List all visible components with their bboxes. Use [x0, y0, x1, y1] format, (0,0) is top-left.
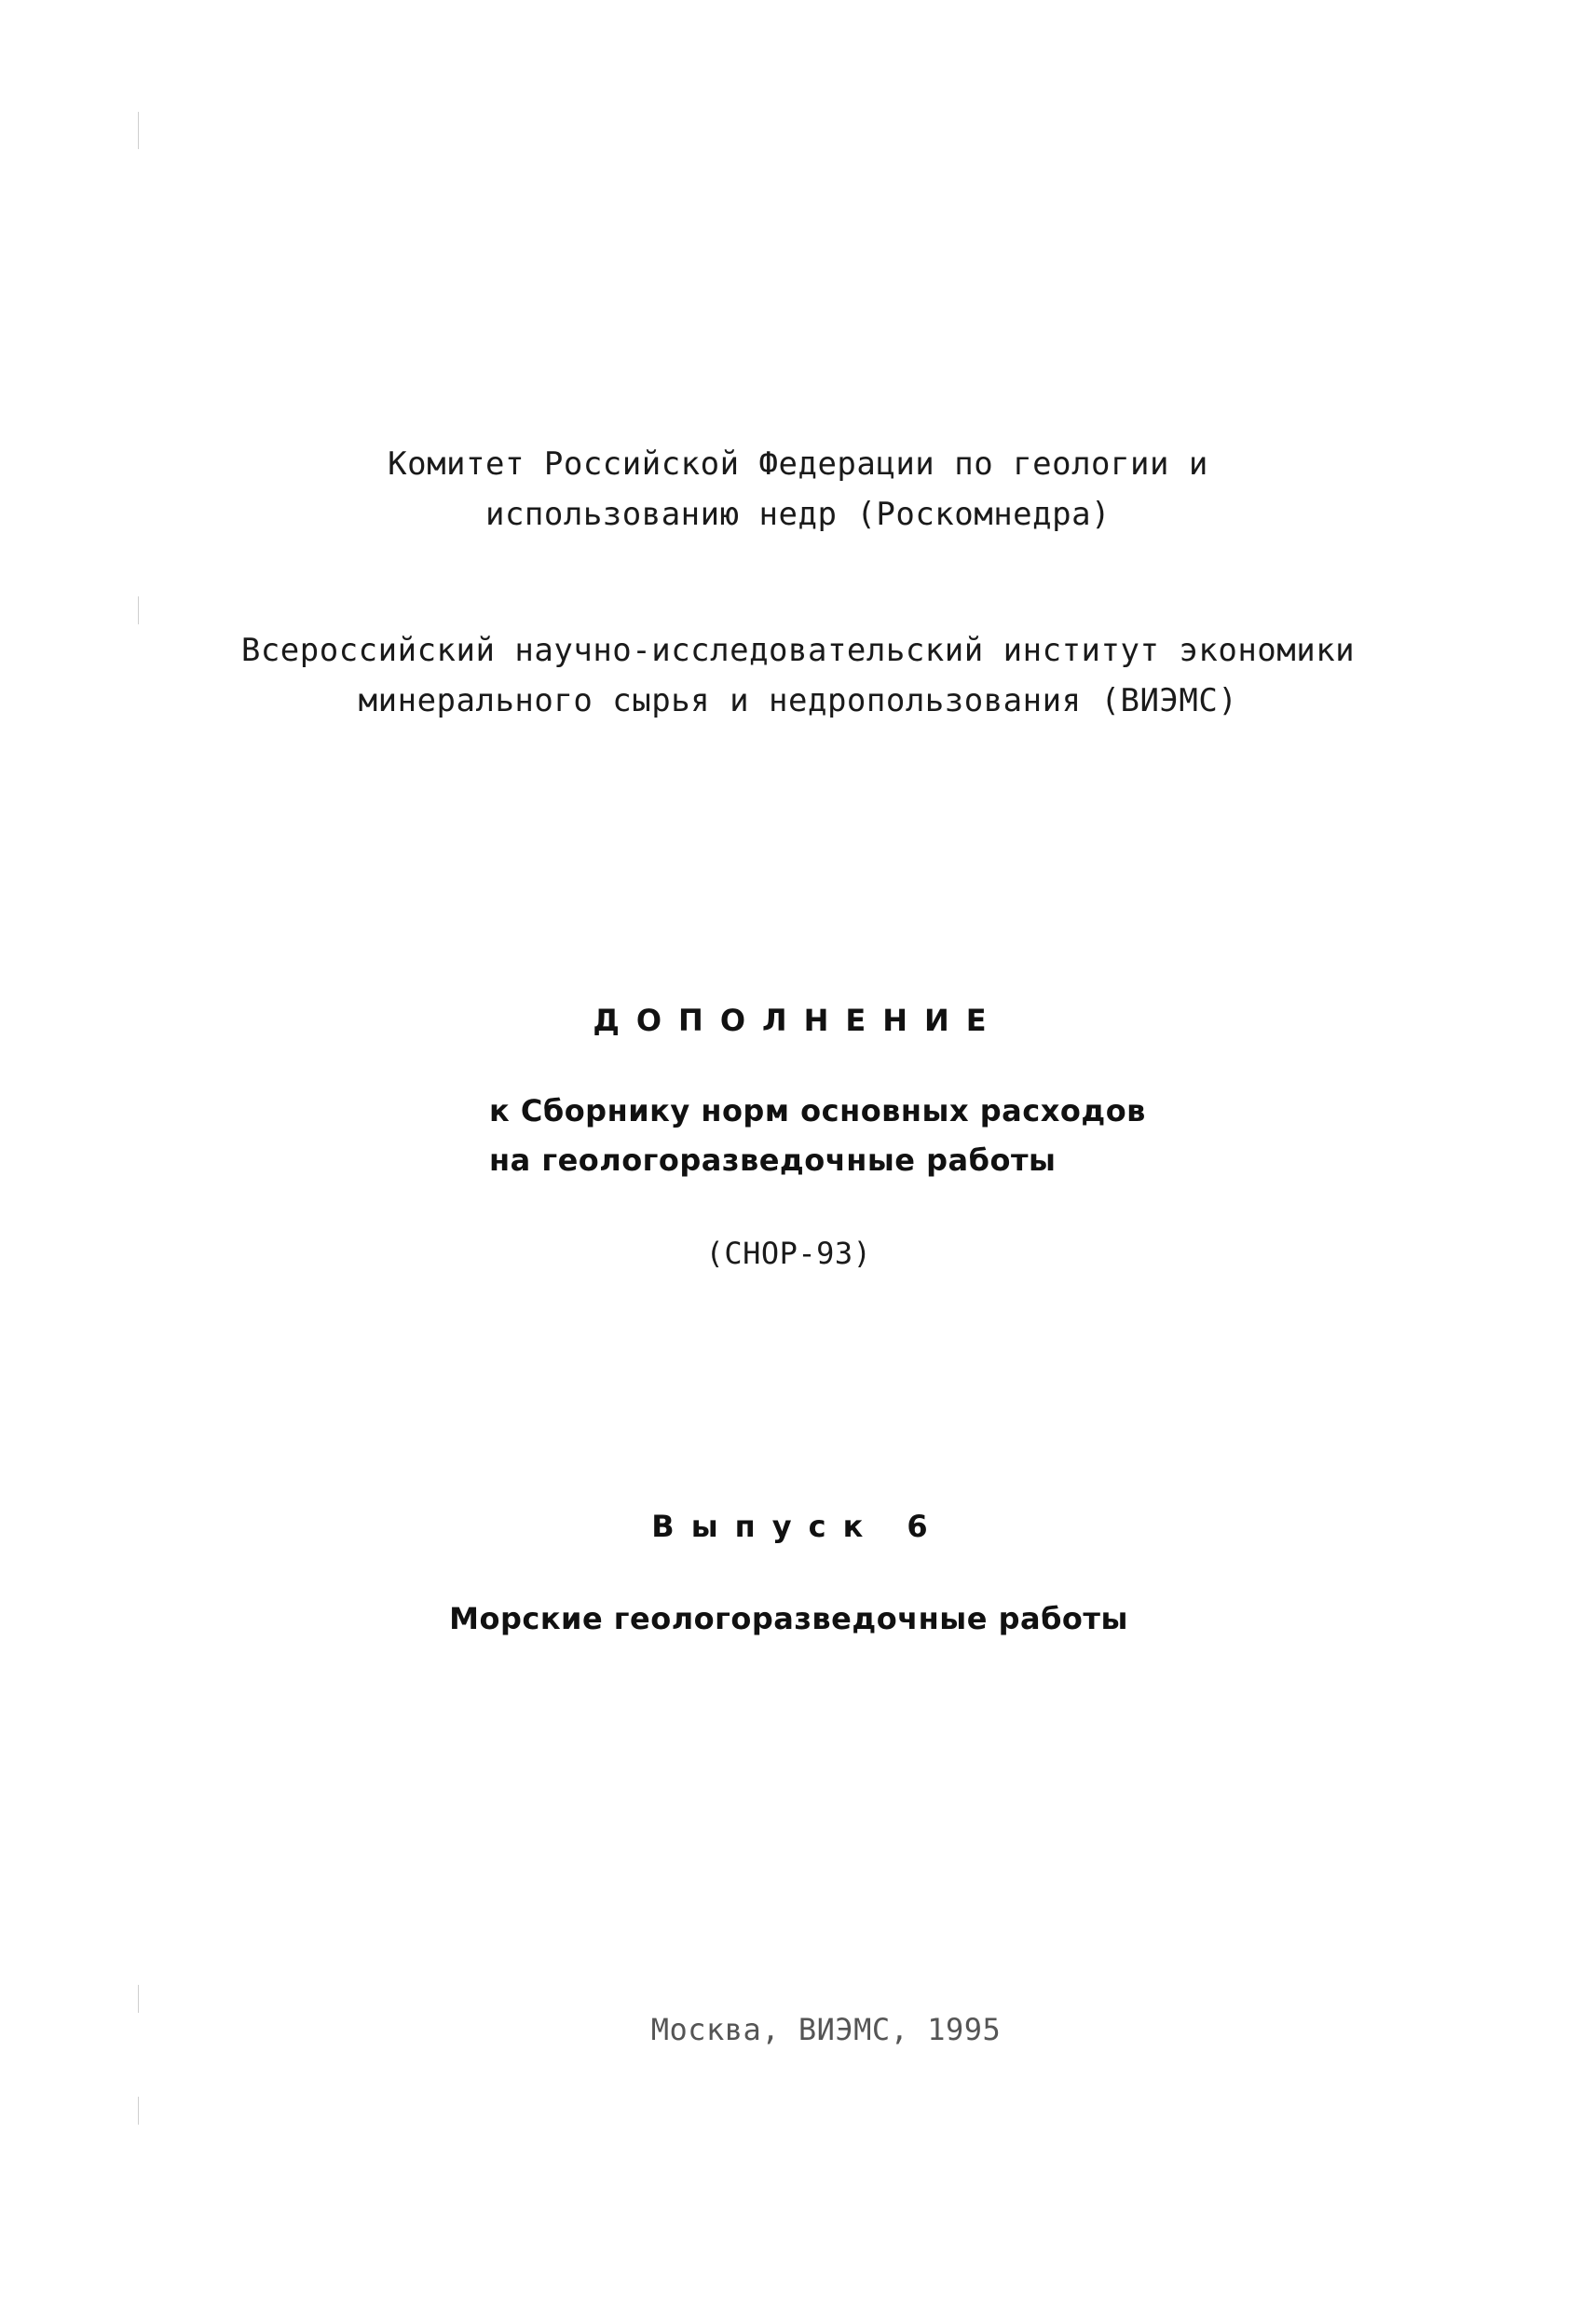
scan-margin-mark	[138, 2097, 139, 2125]
subtitle-line-2: на геологоразведочные работы	[489, 1142, 1057, 1178]
committee-name-line-1: Комитет Российской Федерации по геологии и	[388, 445, 1208, 483]
subtitle-line-1: к Сборнику норм основных расходов	[489, 1093, 1146, 1128]
scan-margin-mark	[138, 1985, 139, 2013]
issue-number: Выпуск 6	[651, 1509, 945, 1544]
publisher-imprint: Москва, ВИЭМС, 1995	[650, 2012, 1002, 2047]
scan-margin-mark	[138, 112, 139, 149]
committee-name-line-2: использованию недр (Роскомнедра)	[484, 496, 1112, 533]
scan-margin-mark	[138, 596, 139, 624]
document-heading: ДОПОЛНЕНИЕ	[593, 1003, 1003, 1038]
standard-code: (СНОР-93)	[705, 1236, 872, 1271]
institute-name-line-2: минерального сырья и недропользования (ВИЭМС)	[358, 682, 1238, 719]
issue-topic: Морские геологоразведочные работы	[449, 1601, 1128, 1636]
institute-name-line-1: Всероссийский научно-исследовательский институт экономики	[240, 632, 1356, 669]
